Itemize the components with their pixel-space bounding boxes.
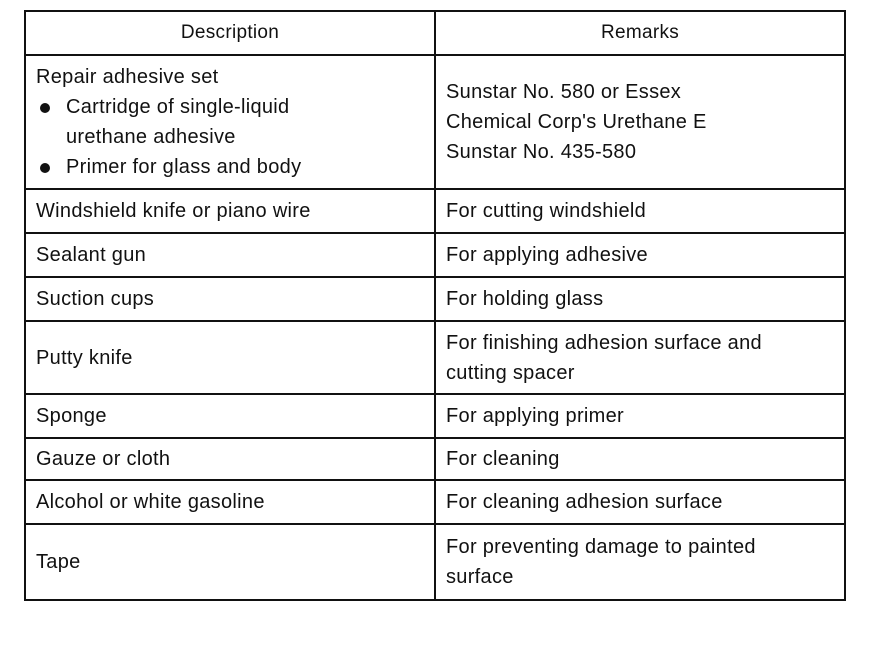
remarks-cell <box>436 56 844 188</box>
description-cell: Tape <box>26 525 436 599</box>
bullet-icon <box>40 103 50 113</box>
table-row <box>26 439 844 481</box>
table-row <box>26 234 844 278</box>
bullet-item <box>36 152 424 182</box>
table-row <box>26 190 844 234</box>
description-cell: Sealant gun <box>26 234 436 276</box>
remarks-line: surface <box>446 566 514 588</box>
table-row <box>26 481 844 525</box>
table-row <box>26 56 844 190</box>
bullet-icon <box>40 163 50 173</box>
remarks-cell: For applying adhesive <box>446 244 648 266</box>
remarks-line: For finishing adhesion surface and <box>446 331 762 354</box>
bullet-text: Cartridge of single-liquid <box>66 96 290 118</box>
description-cell: Suction cups <box>26 278 436 320</box>
description-cell: Windshield knife or piano wire <box>26 190 436 232</box>
remarks-header: Remarks <box>600 22 680 43</box>
bullet-item <box>36 92 424 122</box>
description-cell: Alcohol or white gasoline <box>26 481 436 523</box>
remarks-cell: For cutting windshield <box>446 200 647 222</box>
description-cell: Sponge <box>26 395 436 437</box>
remarks-cell <box>436 322 844 393</box>
remarks-cell: For cleaning <box>446 448 560 470</box>
tools-table <box>24 10 846 601</box>
remarks-cell: For holding glass <box>446 288 604 310</box>
remarks-cell <box>436 525 844 599</box>
remarks-line: cutting spacer <box>446 361 575 384</box>
description-cell <box>26 56 436 188</box>
bullet-text: Primer for glass and body <box>66 156 302 178</box>
remarks-line: Chemical Corp's Urethane E <box>446 111 707 133</box>
remarks-line: Sunstar No. 435-580 <box>446 141 637 163</box>
remarks-line: Sunstar No. 580 or Essex <box>446 81 682 103</box>
table-header-row <box>26 12 844 56</box>
table-row <box>26 322 844 395</box>
description-cell: Putty knife <box>26 322 436 393</box>
description-cell: Gauze or cloth <box>26 439 436 479</box>
description-header: Description <box>26 12 436 54</box>
table-row <box>26 395 844 439</box>
remarks-cell: For cleaning adhesion surface <box>446 491 723 513</box>
table-row <box>26 278 844 322</box>
repair-adhesive-set-title: Repair adhesive set <box>36 66 219 88</box>
table-row <box>26 525 844 599</box>
remarks-line: For preventing damage to painted <box>446 536 756 558</box>
remarks-cell: For applying primer <box>446 405 624 427</box>
bullet-text-continued: urethane adhesive <box>66 126 236 148</box>
